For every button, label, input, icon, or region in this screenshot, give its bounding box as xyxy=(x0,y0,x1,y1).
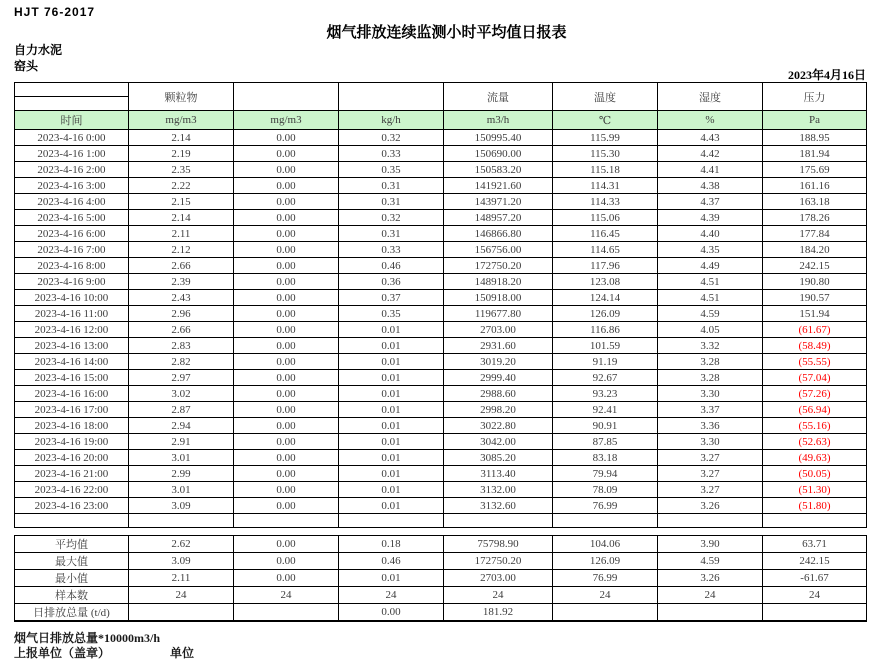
value-cell: 0.00 xyxy=(234,354,339,370)
value-cell: 78.09 xyxy=(553,482,658,498)
hour-row xyxy=(15,402,867,418)
row-label-cell: 2023-4-16 19:00 xyxy=(15,434,129,450)
hour-row xyxy=(15,434,867,450)
value-cell: 161.16 xyxy=(763,178,867,194)
station-name: 窑头 xyxy=(14,59,39,73)
report-date: 2023年4月16日 xyxy=(787,68,866,82)
hour-row xyxy=(15,306,867,322)
value-cell: 2999.40 xyxy=(444,370,553,386)
value-cell: 76.99 xyxy=(553,498,658,514)
value-cell: 4.49 xyxy=(658,258,763,274)
header-group-row xyxy=(15,83,867,97)
value-cell: 126.09 xyxy=(553,306,658,322)
value-cell: 4.59 xyxy=(658,306,763,322)
row-label-cell: 2023-4-16 11:00 xyxy=(15,306,129,322)
value-cell: 0.00 xyxy=(234,466,339,482)
row-label-cell: 2023-4-16 5:00 xyxy=(15,210,129,226)
value-cell: 0.00 xyxy=(234,258,339,274)
main-table xyxy=(14,82,867,528)
value-cell: (51.80) xyxy=(763,498,867,514)
value-cell: 0.00 xyxy=(234,162,339,178)
hour-row xyxy=(15,290,867,306)
value-cell: 0.01 xyxy=(339,466,444,482)
row-label-cell: 2023-4-16 2:00 xyxy=(15,162,129,178)
value-cell: 2.39 xyxy=(129,274,234,290)
value-cell: 3.27 xyxy=(658,482,763,498)
value-cell: 0.00 xyxy=(234,210,339,226)
time-header-top-cell xyxy=(15,83,129,97)
value-cell: 0.00 xyxy=(234,402,339,418)
row-label-cell: 日排放总量 (t/d) xyxy=(15,604,129,622)
value-cell: 151.94 xyxy=(763,306,867,322)
value-cell: 91.19 xyxy=(553,354,658,370)
row-label-cell: 2023-4-16 16:00 xyxy=(15,386,129,402)
row-label-cell: 最小值 xyxy=(15,570,129,587)
value-cell: 2.66 xyxy=(129,322,234,338)
hour-row xyxy=(15,466,867,482)
value-cell: 0.01 xyxy=(339,450,444,466)
value-cell: 114.33 xyxy=(553,194,658,210)
hour-row xyxy=(15,210,867,226)
particulate-header: 颗粒物 xyxy=(129,83,234,111)
value-cell: 3132.00 xyxy=(444,482,553,498)
value-cell: 0.01 xyxy=(339,386,444,402)
value-cell: 2.11 xyxy=(129,570,234,587)
value-cell: (61.67) xyxy=(763,322,867,338)
value-cell: 0.33 xyxy=(339,242,444,258)
value-cell: 4.59 xyxy=(658,553,763,570)
value-cell: 63.71 xyxy=(763,536,867,553)
value-cell: 0.00 xyxy=(234,570,339,587)
row-label-cell: 2023-4-16 9:00 xyxy=(15,274,129,290)
value-cell: 0.00 xyxy=(234,553,339,570)
value-cell: 101.59 xyxy=(553,338,658,354)
hour-row xyxy=(15,370,867,386)
value-cell xyxy=(763,604,867,622)
value-cell: 124.14 xyxy=(553,290,658,306)
hour-row xyxy=(15,450,867,466)
value-cell: 3085.20 xyxy=(444,450,553,466)
value-cell: 0.00 xyxy=(234,306,339,322)
value-cell: 0.01 xyxy=(339,322,444,338)
flow-header: 流量 xyxy=(444,83,553,111)
value-cell: 2.99 xyxy=(129,466,234,482)
value-cell: 93.23 xyxy=(553,386,658,402)
value-cell: 3019.20 xyxy=(444,354,553,370)
value-cell: 2703.00 xyxy=(444,570,553,587)
row-label-cell: 2023-4-16 6:00 xyxy=(15,226,129,242)
value-cell: 3.26 xyxy=(658,570,763,587)
row-label-cell: 2023-4-16 13:00 xyxy=(15,338,129,354)
value-cell: 0.00 xyxy=(234,418,339,434)
value-cell: 2.96 xyxy=(129,306,234,322)
value-cell: 4.05 xyxy=(658,322,763,338)
company-name: 自力水泥 xyxy=(14,43,63,57)
value-cell: (55.16) xyxy=(763,418,867,434)
hour-row xyxy=(15,130,867,146)
value-cell: 0.01 xyxy=(339,338,444,354)
value-cell: 2.87 xyxy=(129,402,234,418)
value-cell: 24 xyxy=(553,587,658,604)
value-cell xyxy=(658,604,763,622)
value-cell: 4.37 xyxy=(658,194,763,210)
hour-row xyxy=(15,354,867,370)
row-label-cell: 2023-4-16 21:00 xyxy=(15,466,129,482)
value-cell: 3042.00 xyxy=(444,434,553,450)
value-cell: 188.95 xyxy=(763,130,867,146)
unit-cell: ℃ xyxy=(553,111,658,130)
value-cell: 2.35 xyxy=(129,162,234,178)
unit-cell: % xyxy=(658,111,763,130)
value-cell: 0.31 xyxy=(339,178,444,194)
summary-row xyxy=(15,536,867,553)
value-cell: (49.63) xyxy=(763,450,867,466)
value-cell: 123.08 xyxy=(553,274,658,290)
row-label-cell: 2023-4-16 7:00 xyxy=(15,242,129,258)
summary-rows xyxy=(15,536,867,622)
blank-header-cell xyxy=(339,83,444,111)
value-cell: 0.00 xyxy=(234,194,339,210)
value-cell: 92.41 xyxy=(553,402,658,418)
value-cell: 2988.60 xyxy=(444,386,553,402)
value-cell: 181.94 xyxy=(763,146,867,162)
value-cell: 181.92 xyxy=(444,604,553,622)
value-cell: 175.69 xyxy=(763,162,867,178)
value-cell: 2998.20 xyxy=(444,402,553,418)
value-cell: 0.01 xyxy=(339,434,444,450)
value-cell: 24 xyxy=(339,587,444,604)
value-cell: 163.18 xyxy=(763,194,867,210)
value-cell: 114.31 xyxy=(553,178,658,194)
value-cell: 0.46 xyxy=(339,553,444,570)
summary-row xyxy=(15,587,867,604)
value-cell: 177.84 xyxy=(763,226,867,242)
row-label-cell: 2023-4-16 14:00 xyxy=(15,354,129,370)
value-cell: 0.37 xyxy=(339,290,444,306)
value-cell: 0.00 xyxy=(234,386,339,402)
value-cell: 148957.20 xyxy=(444,210,553,226)
value-cell: 0.00 xyxy=(339,604,444,622)
value-cell: 119677.80 xyxy=(444,306,553,322)
unit-cell: m3/h xyxy=(444,111,553,130)
value-cell: (52.63) xyxy=(763,434,867,450)
value-cell: 83.18 xyxy=(553,450,658,466)
value-cell: 4.43 xyxy=(658,130,763,146)
value-cell: 0.01 xyxy=(339,418,444,434)
value-cell: 2.14 xyxy=(129,210,234,226)
value-cell: (55.55) xyxy=(763,354,867,370)
value-cell: 0.32 xyxy=(339,130,444,146)
value-cell: 190.57 xyxy=(763,290,867,306)
value-cell: (51.30) xyxy=(763,482,867,498)
value-cell: 24 xyxy=(234,587,339,604)
value-cell: 2.12 xyxy=(129,242,234,258)
humidity-header: 湿度 xyxy=(658,83,763,111)
summary-row xyxy=(15,604,867,622)
value-cell: 0.00 xyxy=(234,482,339,498)
value-cell: 3.30 xyxy=(658,434,763,450)
value-cell: 116.45 xyxy=(553,226,658,242)
time-header-bottom-cell xyxy=(15,97,129,111)
value-cell: 184.20 xyxy=(763,242,867,258)
value-cell: 126.09 xyxy=(553,553,658,570)
value-cell: 0.00 xyxy=(234,450,339,466)
row-label-cell: 2023-4-16 23:00 xyxy=(15,498,129,514)
unit-label: 单位 xyxy=(170,646,195,660)
value-cell: 242.15 xyxy=(763,258,867,274)
value-cell: 156756.00 xyxy=(444,242,553,258)
value-cell: 2.11 xyxy=(129,226,234,242)
value-cell: 4.41 xyxy=(658,162,763,178)
value-cell: 0.00 xyxy=(234,130,339,146)
value-cell: 4.35 xyxy=(658,242,763,258)
value-cell: 150583.20 xyxy=(444,162,553,178)
value-cell: -61.67 xyxy=(763,570,867,587)
value-cell: 0.01 xyxy=(339,482,444,498)
row-label-cell: 最大值 xyxy=(15,553,129,570)
value-cell: 0.18 xyxy=(339,536,444,553)
value-cell: 2.82 xyxy=(129,354,234,370)
value-cell: 116.86 xyxy=(553,322,658,338)
report-unit-label: 上报单位（盖章） xyxy=(14,646,111,660)
value-cell: 0.01 xyxy=(339,498,444,514)
value-cell: 0.01 xyxy=(339,370,444,386)
hour-row xyxy=(15,274,867,290)
pressure-header: 压力 xyxy=(763,83,867,111)
time-header: 时间 xyxy=(15,111,129,130)
hour-row xyxy=(15,146,867,162)
value-cell: 3.09 xyxy=(129,498,234,514)
value-cell: 150995.40 xyxy=(444,130,553,146)
value-cell: 143971.20 xyxy=(444,194,553,210)
value-cell: 79.94 xyxy=(553,466,658,482)
hour-row xyxy=(15,242,867,258)
value-cell: 4.39 xyxy=(658,210,763,226)
value-cell: 3.02 xyxy=(129,386,234,402)
value-cell: 0.00 xyxy=(234,536,339,553)
value-cell: 24 xyxy=(444,587,553,604)
value-cell: 0.01 xyxy=(339,354,444,370)
value-cell: 146866.80 xyxy=(444,226,553,242)
value-cell: (56.94) xyxy=(763,402,867,418)
value-cell: 4.42 xyxy=(658,146,763,162)
hour-row xyxy=(15,322,867,338)
hour-row xyxy=(15,418,867,434)
value-cell: 0.00 xyxy=(234,370,339,386)
value-cell: 190.80 xyxy=(763,274,867,290)
value-cell: 141921.60 xyxy=(444,178,553,194)
value-cell: 115.30 xyxy=(553,146,658,162)
value-cell: 115.06 xyxy=(553,210,658,226)
value-cell: 3.90 xyxy=(658,536,763,553)
value-cell: 114.65 xyxy=(553,242,658,258)
value-cell: 0.46 xyxy=(339,258,444,274)
value-cell: (57.26) xyxy=(763,386,867,402)
summary-table xyxy=(14,535,867,622)
value-cell: 90.91 xyxy=(553,418,658,434)
value-cell: 0.32 xyxy=(339,210,444,226)
blank-header-cell xyxy=(234,83,339,111)
value-cell: 4.51 xyxy=(658,290,763,306)
unit-row xyxy=(15,111,867,130)
value-cell: 2.62 xyxy=(129,536,234,553)
value-cell: 0.31 xyxy=(339,194,444,210)
hour-row xyxy=(15,194,867,210)
value-cell: 92.67 xyxy=(553,370,658,386)
value-cell: 0.00 xyxy=(234,242,339,258)
value-cell: 3.01 xyxy=(129,450,234,466)
value-cell: 0.00 xyxy=(234,338,339,354)
value-cell: 3.36 xyxy=(658,418,763,434)
row-label-cell: 2023-4-16 1:00 xyxy=(15,146,129,162)
value-cell: 24 xyxy=(129,587,234,604)
value-cell: 2.22 xyxy=(129,178,234,194)
value-cell: 3.01 xyxy=(129,482,234,498)
value-cell: 4.51 xyxy=(658,274,763,290)
temperature-header: 温度 xyxy=(553,83,658,111)
value-cell: 3.28 xyxy=(658,370,763,386)
value-cell: 2.15 xyxy=(129,194,234,210)
row-label-cell: 平均值 xyxy=(15,536,129,553)
value-cell: 172750.20 xyxy=(444,258,553,274)
report-title: 烟气排放连续监测小时平均值日报表 xyxy=(326,24,567,41)
value-cell: 3.28 xyxy=(658,354,763,370)
value-cell: 172750.20 xyxy=(444,553,553,570)
value-cell: 2.91 xyxy=(129,434,234,450)
value-cell: 75798.90 xyxy=(444,536,553,553)
value-cell: 0.36 xyxy=(339,274,444,290)
value-cell: 0.00 xyxy=(234,498,339,514)
row-label-cell: 2023-4-16 20:00 xyxy=(15,450,129,466)
value-cell: 3.37 xyxy=(658,402,763,418)
value-cell xyxy=(553,604,658,622)
value-cell: 87.85 xyxy=(553,434,658,450)
hour-row xyxy=(15,498,867,514)
value-cell xyxy=(129,604,234,622)
hour-row xyxy=(15,178,867,194)
value-cell: 3.30 xyxy=(658,386,763,402)
section-gap xyxy=(14,528,866,535)
unit-cell: mg/m3 xyxy=(234,111,339,130)
value-cell: 2.94 xyxy=(129,418,234,434)
report-table-area xyxy=(14,82,866,622)
row-label-cell: 2023-4-16 17:00 xyxy=(15,402,129,418)
value-cell: 3.27 xyxy=(658,450,763,466)
hour-row xyxy=(15,162,867,178)
row-label-cell: 2023-4-16 10:00 xyxy=(15,290,129,306)
value-cell: 0.01 xyxy=(339,570,444,587)
hour-row xyxy=(15,482,867,498)
unit-cell: Pa xyxy=(763,111,867,130)
value-cell: 2.19 xyxy=(129,146,234,162)
value-cell: 0.01 xyxy=(339,402,444,418)
value-cell: (58.49) xyxy=(763,338,867,354)
value-cell: 0.00 xyxy=(234,434,339,450)
value-cell: 4.38 xyxy=(658,178,763,194)
hour-row xyxy=(15,258,867,274)
value-cell: 0.00 xyxy=(234,226,339,242)
value-cell: 0.00 xyxy=(234,274,339,290)
value-cell: 2.43 xyxy=(129,290,234,306)
row-label-cell: 样本数 xyxy=(15,587,129,604)
value-cell: 150918.00 xyxy=(444,290,553,306)
value-cell: 2703.00 xyxy=(444,322,553,338)
value-cell: 3.27 xyxy=(658,466,763,482)
row-label-cell: 2023-4-16 4:00 xyxy=(15,194,129,210)
value-cell: 2931.60 xyxy=(444,338,553,354)
value-cell: 3.09 xyxy=(129,553,234,570)
value-cell: 150690.00 xyxy=(444,146,553,162)
hour-row xyxy=(15,338,867,354)
value-cell: 4.40 xyxy=(658,226,763,242)
row-label-cell: 2023-4-16 8:00 xyxy=(15,258,129,274)
value-cell: 0.00 xyxy=(234,322,339,338)
row-label-cell: 2023-4-16 22:00 xyxy=(15,482,129,498)
value-cell: 0.35 xyxy=(339,306,444,322)
value-cell: 178.26 xyxy=(763,210,867,226)
value-cell: 104.06 xyxy=(553,536,658,553)
value-cell xyxy=(234,604,339,622)
hour-row xyxy=(15,386,867,402)
value-cell: (57.04) xyxy=(763,370,867,386)
value-cell: 2.14 xyxy=(129,130,234,146)
row-label-cell: 2023-4-16 12:00 xyxy=(15,322,129,338)
summary-row xyxy=(15,570,867,587)
value-cell: 0.31 xyxy=(339,226,444,242)
value-cell: 3132.60 xyxy=(444,498,553,514)
row-label-cell: 2023-4-16 18:00 xyxy=(15,418,129,434)
value-cell: 3.26 xyxy=(658,498,763,514)
value-cell: 117.96 xyxy=(553,258,658,274)
value-cell: 3022.80 xyxy=(444,418,553,434)
value-cell: 115.18 xyxy=(553,162,658,178)
value-cell: 115.99 xyxy=(553,130,658,146)
value-cell: 76.99 xyxy=(553,570,658,587)
trailing-blank-row xyxy=(15,514,867,528)
value-cell: 0.33 xyxy=(339,146,444,162)
value-cell: 0.00 xyxy=(234,178,339,194)
value-cell: 3.32 xyxy=(658,338,763,354)
row-label-cell: 2023-4-16 15:00 xyxy=(15,370,129,386)
row-label-cell: 2023-4-16 3:00 xyxy=(15,178,129,194)
summary-row xyxy=(15,553,867,570)
hour-row xyxy=(15,226,867,242)
value-cell: 2.66 xyxy=(129,258,234,274)
unit-cell: mg/m3 xyxy=(129,111,234,130)
unit-cell: kg/h xyxy=(339,111,444,130)
value-cell: 2.97 xyxy=(129,370,234,386)
value-cell: 24 xyxy=(763,587,867,604)
value-cell: 2.83 xyxy=(129,338,234,354)
doc-code: HJT 76-2017 xyxy=(14,5,96,19)
value-cell: 24 xyxy=(658,587,763,604)
value-cell: 0.00 xyxy=(234,290,339,306)
value-cell: 148918.20 xyxy=(444,274,553,290)
value-cell: (50.05) xyxy=(763,466,867,482)
value-cell: 0.35 xyxy=(339,162,444,178)
value-cell: 3113.40 xyxy=(444,466,553,482)
value-cell: 0.00 xyxy=(234,146,339,162)
row-label-cell: 2023-4-16 0:00 xyxy=(15,130,129,146)
hour-rows xyxy=(15,130,867,514)
value-cell: 242.15 xyxy=(763,553,867,570)
footnote: 烟气日排放总量*10000m3/h xyxy=(14,631,161,645)
